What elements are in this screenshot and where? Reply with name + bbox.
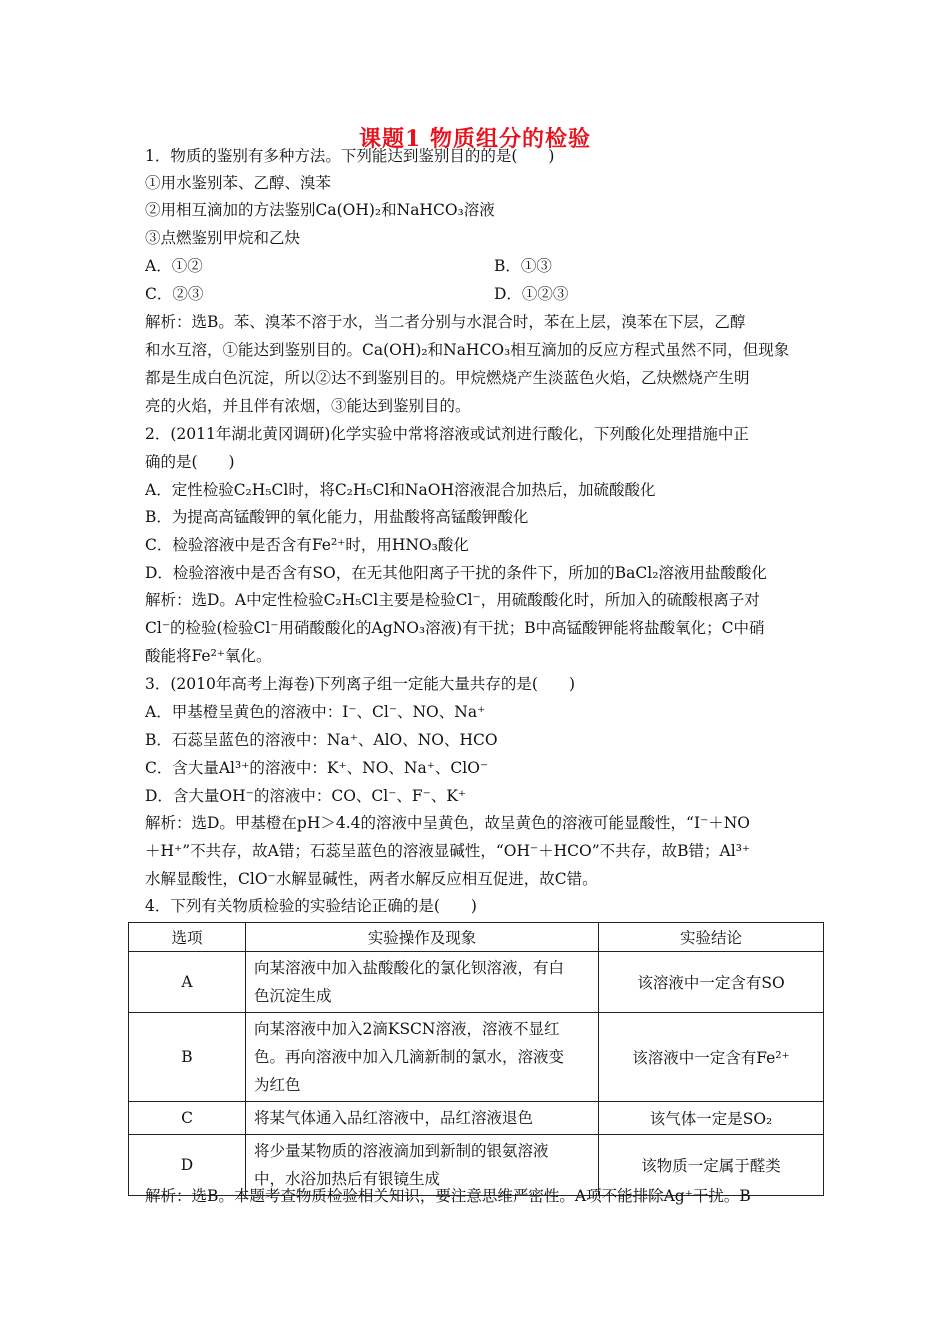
- q1-analysis-line-2: 和水互溶，①能达到鉴别目的。Ca(OH)₂和NaHCO₃相互滴加的反应方程式虽然不同，但现象: [145, 341, 790, 359]
- header-conclusion: 实验结论: [599, 923, 824, 952]
- table-row: [129, 1102, 824, 1135]
- q1-option-a: A．①②: [145, 257, 203, 275]
- q1-analysis-line-4: 亮的火焰，并且伴有浓烟，③能达到鉴别目的。: [145, 397, 471, 415]
- q2-option-a: A．定性检验C₂H₅Cl时，将C₂H₅Cl和NaOH溶液混合加热后，加硫酸酸化: [145, 481, 656, 499]
- operation-line: 将某气体通入品红溶液中，品红溶液退色: [254, 1109, 534, 1127]
- q1-option-d: D．①②③: [494, 285, 569, 303]
- q1-stem: 1．物质的鉴别有多种方法。下列能达到鉴别目的的是( ): [145, 147, 555, 165]
- operation-line: 色沉淀生成: [254, 987, 332, 1005]
- operation-line: 向某溶液中加入盐酸酸化的氯化钡溶液，有白: [254, 959, 565, 977]
- q3-stem: 3．(2010年高考上海卷)下列离子组一定能大量共存的是( ): [145, 675, 575, 693]
- operation-line: 色。再向溶液中加入几滴新制的氯水，溶液变: [254, 1048, 565, 1066]
- table-header-row: [129, 923, 824, 952]
- q2-stem-line-2: 确的是( ): [145, 453, 235, 471]
- row-operation: [246, 1013, 599, 1102]
- q1-item-1: ①用水鉴别苯、乙醇、溴苯: [145, 174, 332, 192]
- q1-analysis-line-1: 解析：选B。苯、溴苯不溶于水，当二者分别与水混合时，苯在上层，溴苯在下层，乙醇: [145, 313, 746, 331]
- q1-item-3: ③点燃鉴别甲烷和乙炔: [145, 229, 301, 247]
- row-option: C: [129, 1102, 246, 1135]
- q3-option-a: A．甲基橙呈黄色的溶液中：I⁻、Cl⁻、NO、Na⁺: [145, 703, 486, 721]
- row-conclusion: 该溶液中一定含有Fe²⁺: [599, 1013, 824, 1102]
- header-operation: 实验操作及现象: [246, 923, 599, 952]
- q2-option-b: B．为提高高锰酸钾的氧化能力，用盐酸将高锰酸钾酸化: [145, 508, 529, 526]
- row-option: B: [129, 1013, 246, 1102]
- q2-option-d: D．检验溶液中是否含有SO，在无其他阳离子干扰的条件下，所加的BaCl₂溶液用盐酸酸化: [145, 564, 767, 582]
- q3-analysis-line-2: ＋H⁺”不共存，故A错；石蕊呈蓝色的溶液显碱性，“OH⁻＋HCO”不共存，故B错；Al³⁺: [145, 842, 751, 860]
- row-operation: [246, 1102, 599, 1135]
- row-option: A: [129, 952, 246, 1013]
- operation-line: 将少量某物质的溶液滴加到新制的银氨溶液: [254, 1142, 549, 1160]
- q3-option-c: C．含大量Al³⁺的溶液中：K⁺、NO、Na⁺、ClO⁻: [145, 759, 489, 777]
- operation-line: 中，水浴加热后有银镜生成: [254, 1170, 441, 1188]
- page-title: 课题1 物质组分的检验: [359, 126, 591, 152]
- row-conclusion: 该溶液中一定含有SO: [599, 952, 824, 1013]
- row-option: D: [129, 1135, 246, 1196]
- q1-analysis-line-3: 都是生成白色沉淀，所以②达不到鉴别目的。甲烷燃烧产生淡蓝色火焰，乙炔燃烧产生明: [145, 369, 750, 387]
- q2-stem-line-1: 2．(2011年湖北黄冈调研)化学实验中常将溶液或试剂进行酸化，下列酸化处理措施中正: [145, 425, 749, 443]
- q1-item-2: ②用相互滴加的方法鉴别Ca(OH)₂和NaHCO₃溶液: [145, 201, 495, 219]
- q3-option-b: B．石蕊呈蓝色的溶液中：Na⁺、AlO、NO、HCO: [145, 731, 498, 749]
- q2-option-c: C．检验溶液中是否含有Fe²⁺时，用HNO₃酸化: [145, 536, 469, 554]
- q4-analysis-line-1: 解析：选B。本题考查物质检验相关知识，要注意思维严密性。A项不能排除Ag⁺干扰。B: [145, 1187, 751, 1205]
- q4-table: [128, 922, 824, 1196]
- table-row: [129, 952, 824, 1013]
- q3-option-d: D．含大量OH⁻的溶液中：CO、Cl⁻、F⁻、K⁺: [145, 787, 467, 805]
- q1-option-c: C．②③: [145, 285, 204, 303]
- q3-analysis-line-3: 水解显酸性，ClO⁻水解显碱性，两者水解反应相互促进，故C错。: [145, 870, 598, 888]
- row-conclusion: 该气体一定是SO₂: [599, 1102, 824, 1135]
- q2-analysis-line-1: 解析：选D。A中定性检验C₂H₅Cl主要是检验Cl⁻，用硫酸酸化时，所加入的硫酸根离子对: [145, 591, 760, 609]
- operation-line: 为红色: [254, 1076, 301, 1094]
- row-conclusion: 该物质一定属于醛类: [599, 1135, 824, 1196]
- operation-line: 向某溶液中加入2滴KSCN溶液，溶液不显红: [254, 1020, 560, 1038]
- row-operation: [246, 952, 599, 1013]
- q2-analysis-line-2: Cl⁻的检验(检验Cl⁻用硝酸酸化的AgNO₃溶液)有干扰；B中高锰酸钾能将盐酸氧化；C中硝: [145, 619, 765, 637]
- q3-analysis-line-1: 解析：选D。甲基橙在pH＞4.4的溶液中呈黄色，故呈黄色的溶液可能显酸性，“I⁻＋NO: [145, 814, 751, 832]
- q2-analysis-line-3: 酸能将Fe²⁺氧化。: [145, 647, 272, 665]
- table-row: [129, 1013, 824, 1102]
- header-option: 选项: [129, 923, 246, 952]
- q1-option-b: B．①③: [494, 257, 552, 275]
- q4-stem: 4．下列有关物质检验的实验结论正确的是( ): [145, 897, 477, 915]
